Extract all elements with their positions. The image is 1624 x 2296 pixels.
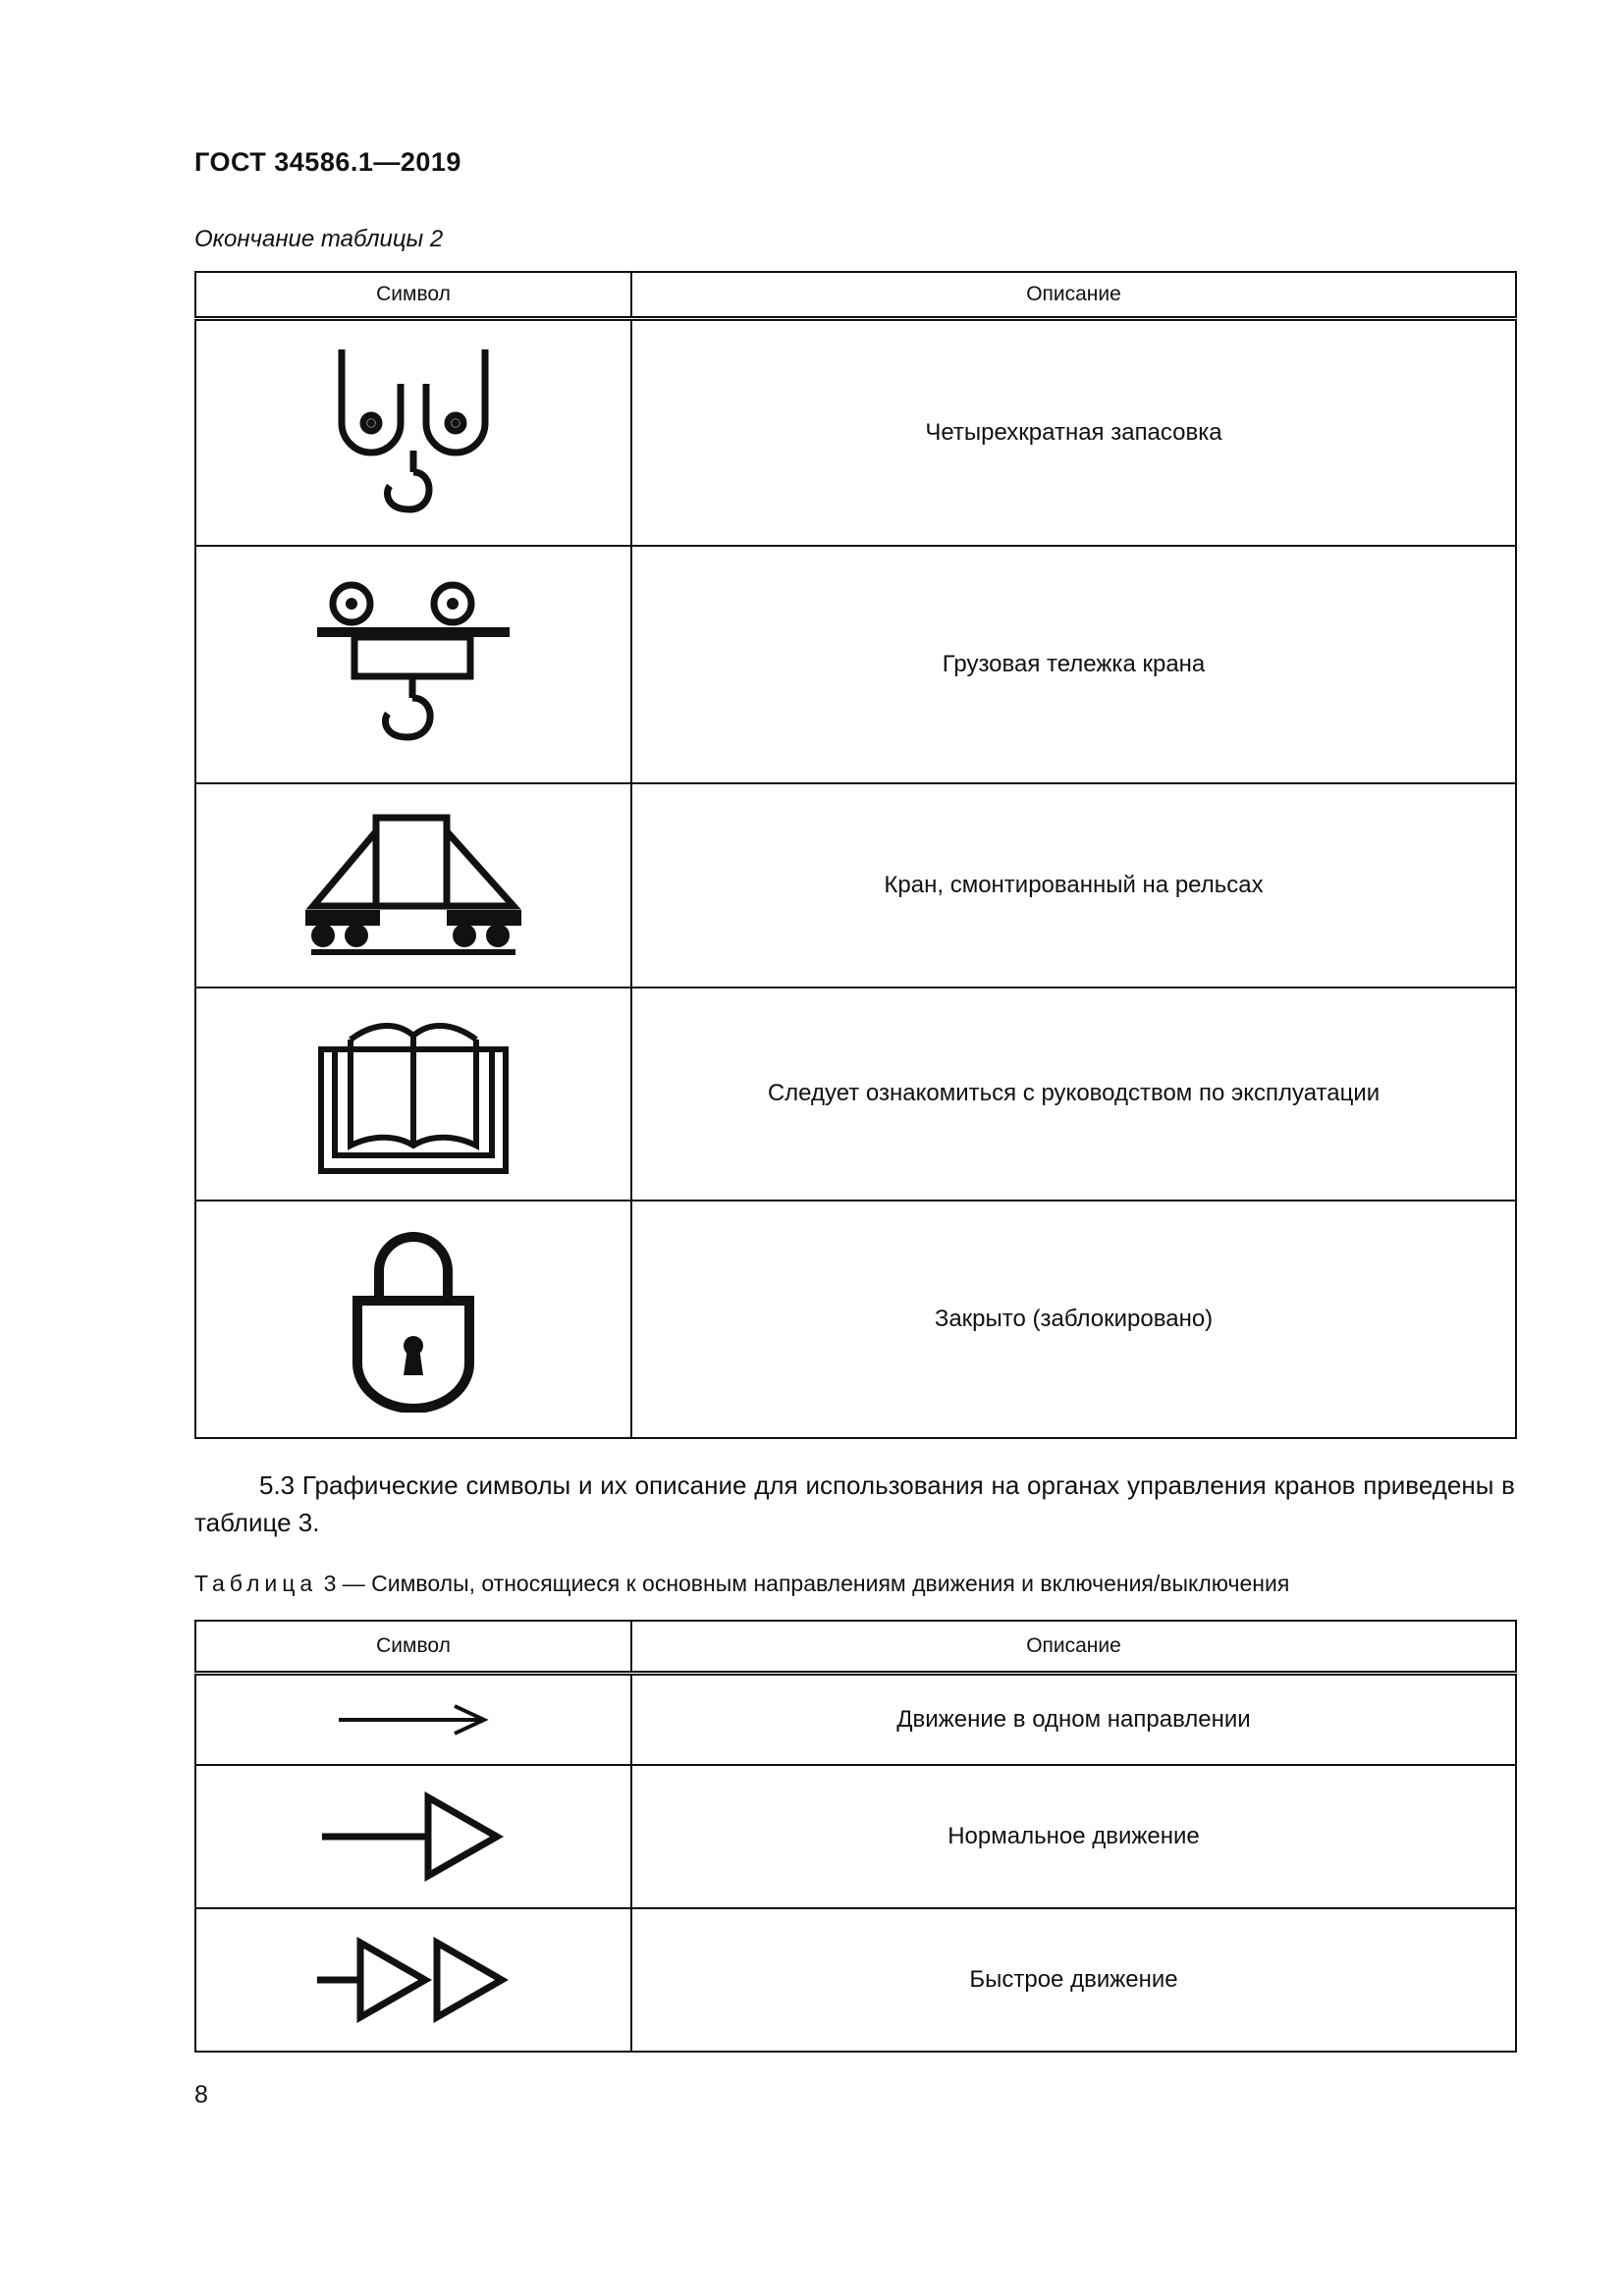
table-row bbox=[195, 1201, 1516, 1438]
one-direction-arrow-icon bbox=[335, 1700, 492, 1739]
table2-header-description: Описание bbox=[631, 272, 1516, 319]
table3-header-description: Описание bbox=[631, 1621, 1516, 1674]
description-cell: Грузовая тележка крана bbox=[631, 546, 1516, 783]
table3-caption bbox=[194, 1571, 1289, 1597]
symbol-cell bbox=[195, 1765, 631, 1908]
four-fall-reeving-icon bbox=[325, 345, 502, 521]
description-cell: Кран, смонтированный на рельсах bbox=[631, 783, 1516, 988]
normal-movement-icon bbox=[320, 1789, 507, 1884]
description-cell: Следует ознакомиться с руководством по эксплуатации bbox=[631, 988, 1516, 1201]
table-3 bbox=[194, 1620, 1517, 2053]
page-number: 8 bbox=[194, 2081, 208, 2109]
rail-mounted-crane-icon bbox=[305, 812, 521, 959]
symbol-cell bbox=[195, 319, 631, 546]
table3-header-row bbox=[195, 1621, 1516, 1674]
table2-header-row bbox=[195, 272, 1516, 319]
table3-header-symbol: Символ bbox=[195, 1621, 631, 1674]
description-cell: Быстрое движение bbox=[631, 1908, 1516, 2052]
operating-manual-icon bbox=[315, 1010, 512, 1177]
table-row bbox=[195, 319, 1516, 546]
symbol-cell bbox=[195, 1674, 631, 1765]
fast-movement-icon bbox=[315, 1933, 512, 2027]
table-row bbox=[195, 546, 1516, 783]
table2-header-symbol: Символ bbox=[195, 272, 631, 319]
table3-caption-label: Таблица bbox=[194, 1571, 318, 1596]
padlock-icon bbox=[350, 1226, 477, 1413]
table-row bbox=[195, 1674, 1516, 1765]
table-2 bbox=[194, 271, 1517, 1439]
symbol-cell bbox=[195, 1201, 631, 1438]
symbol-cell bbox=[195, 546, 631, 783]
section-paragraph bbox=[194, 1467, 1515, 1541]
symbol-cell bbox=[195, 783, 631, 988]
table3-caption-text: 3 — Символы, относящиеся к основным направлениям движения и включения/выключения bbox=[317, 1571, 1290, 1596]
description-cell: Нормальное движение bbox=[631, 1765, 1516, 1908]
description-cell: Закрыто (заблокировано) bbox=[631, 1201, 1516, 1438]
paragraph-text: 5.3 Графические символы и их описание для использования на органах управления кранов приведены в таблице 3. bbox=[194, 1470, 1515, 1537]
symbol-cell bbox=[195, 988, 631, 1201]
crane-trolley-icon bbox=[315, 576, 512, 753]
document-id: ГОСТ 34586.1—2019 bbox=[194, 147, 461, 177]
description-cell: Четырехкратная запасовка bbox=[631, 319, 1516, 546]
table-row bbox=[195, 988, 1516, 1201]
table-row bbox=[195, 783, 1516, 988]
description-cell: Движение в одном направлении bbox=[631, 1674, 1516, 1765]
symbol-cell bbox=[195, 1908, 631, 2052]
table2-continuation-caption: Окончание таблицы 2 bbox=[194, 226, 444, 252]
table-row bbox=[195, 1765, 1516, 1908]
table-row bbox=[195, 1908, 1516, 2052]
